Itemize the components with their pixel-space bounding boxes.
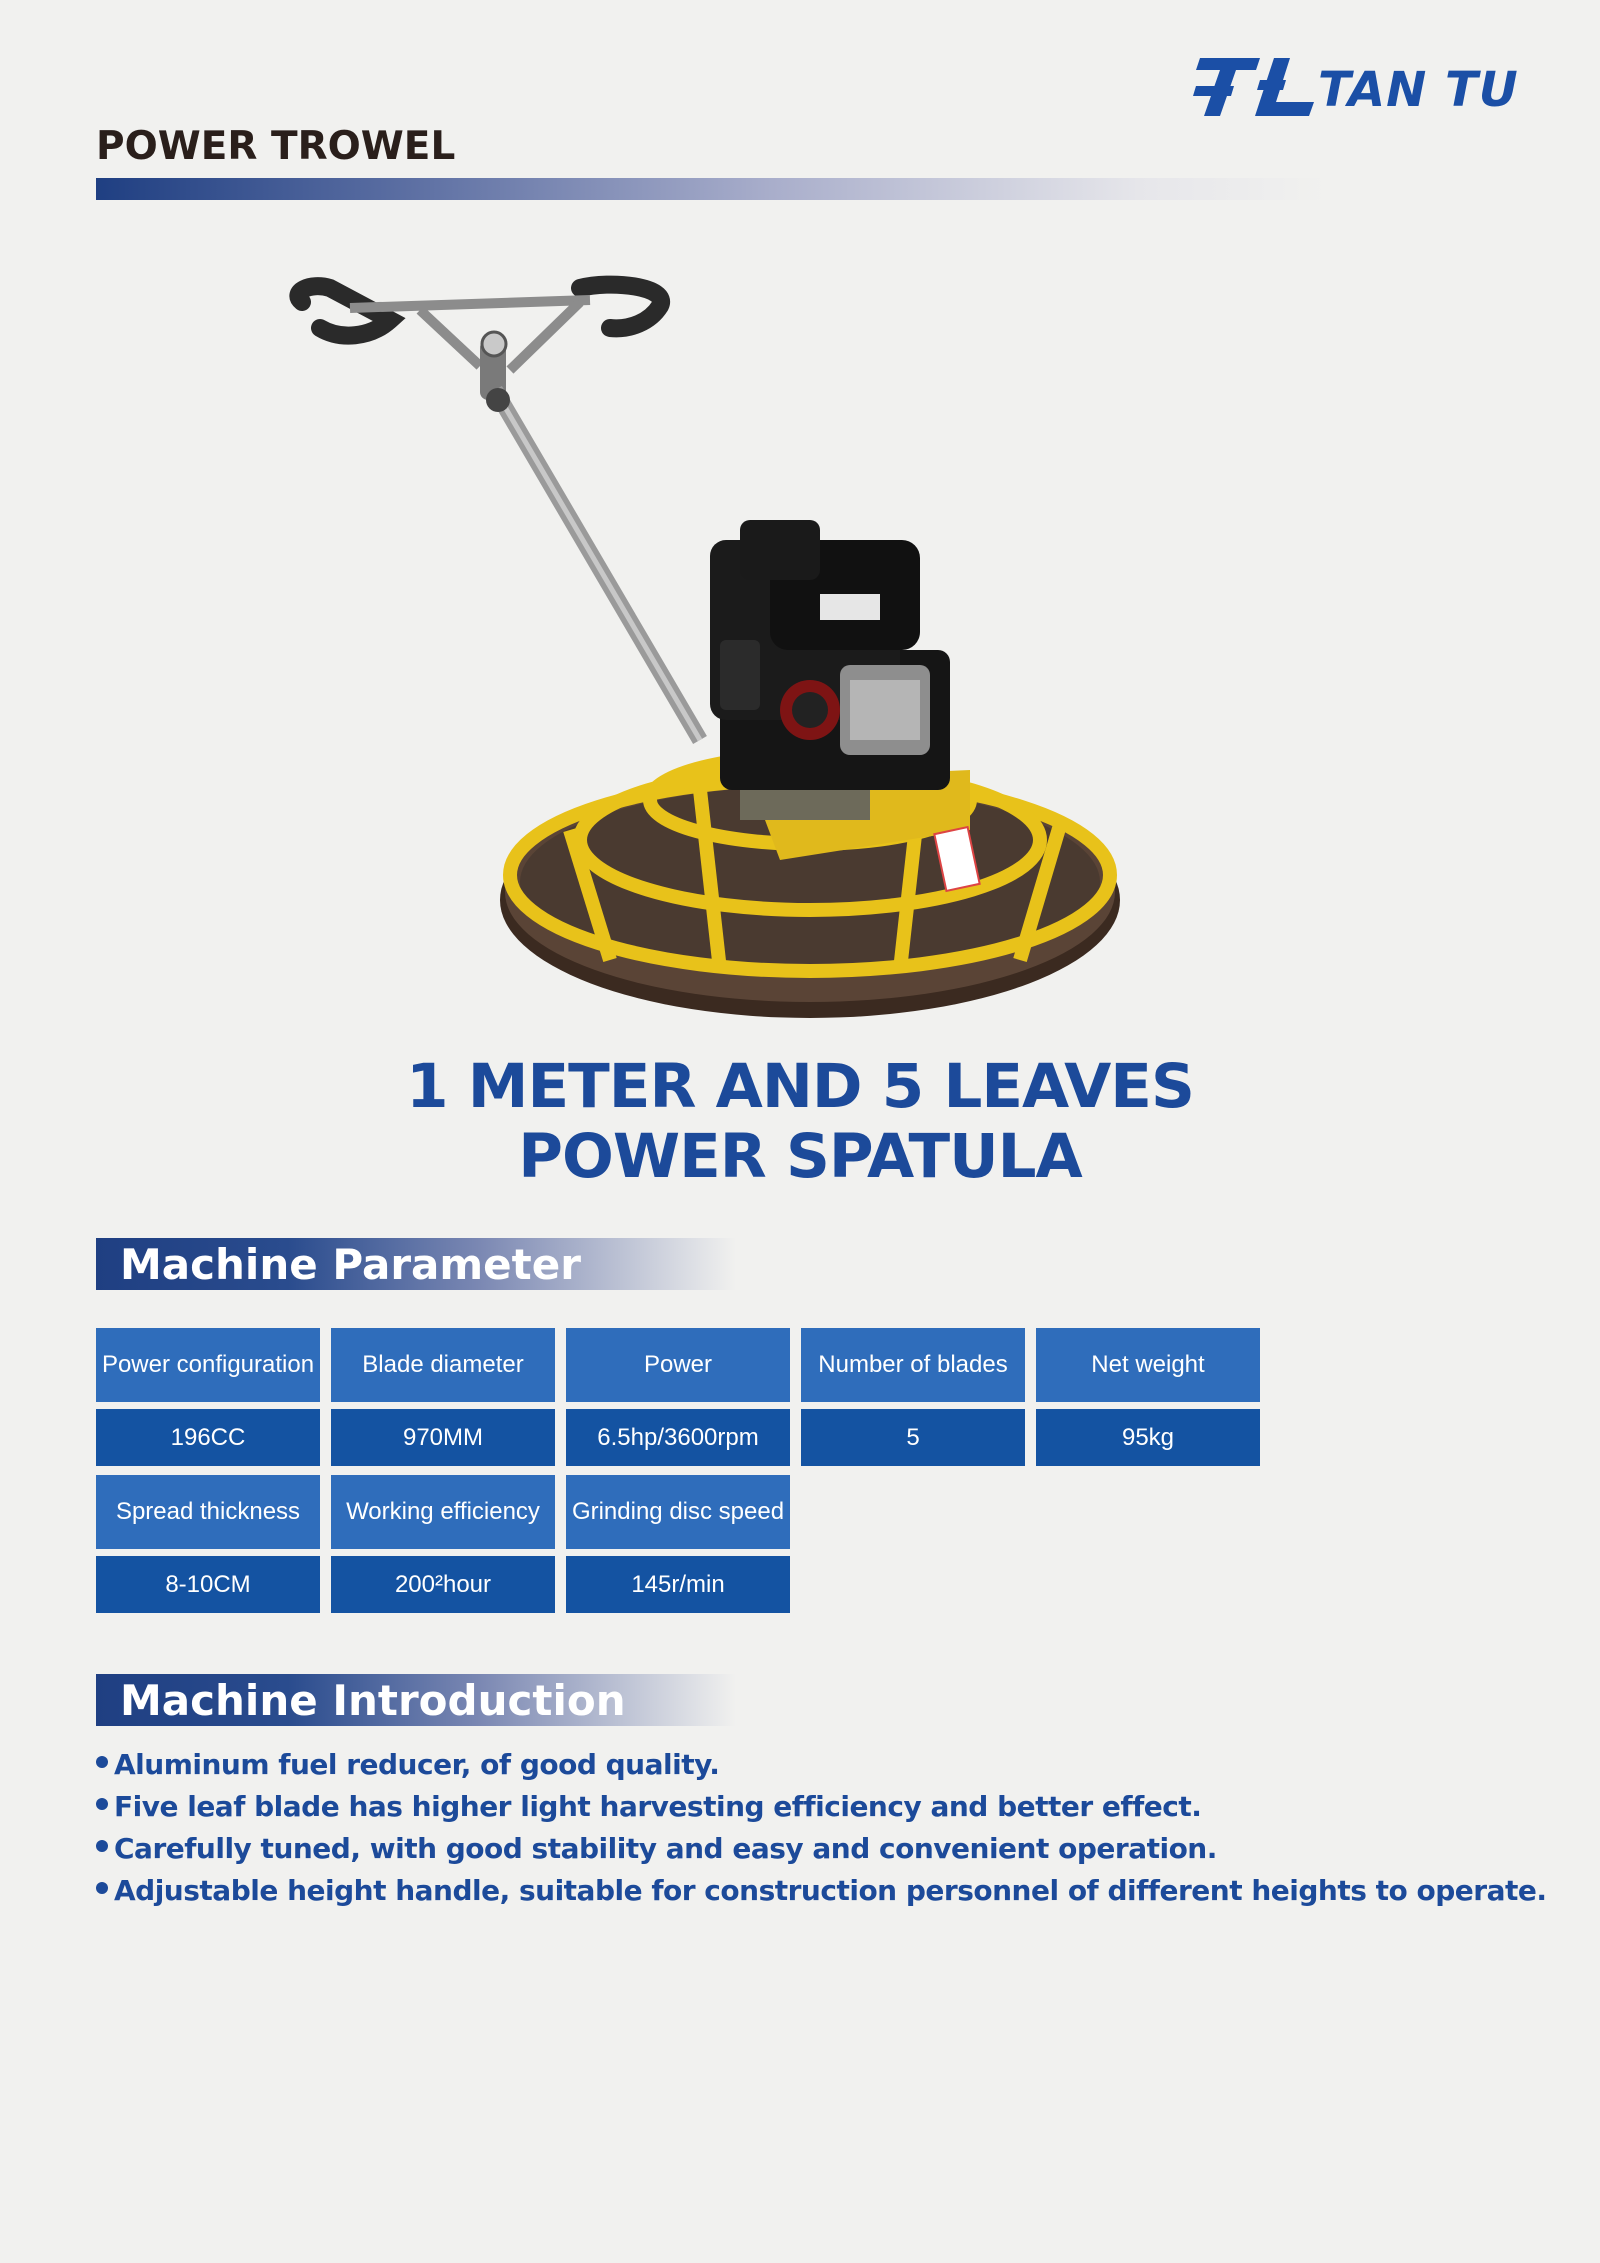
param-header-blade-diameter: Blade diameter — [331, 1328, 555, 1402]
header-divider — [96, 178, 1326, 200]
product-title-line1: 1 METER AND 5 LEAVES — [406, 1051, 1194, 1122]
machine-introduction-header — [96, 1674, 736, 1726]
brand-name: TAN TU — [1318, 62, 1519, 118]
tl-logo-mark-icon — [1193, 58, 1314, 116]
param-header-power-configuration: Power configuration — [96, 1328, 320, 1402]
list-item — [96, 1744, 1547, 1786]
param-value-working-efficiency: 200²hour — [331, 1556, 555, 1613]
list-item-text: Adjustable height handle, suitable for construction personnel of different heights to operate. — [114, 1874, 1547, 1907]
param-value-blade-diameter: 970MM — [331, 1409, 555, 1466]
param-value-power: 6.5hp/3600rpm — [566, 1409, 790, 1466]
list-item — [96, 1828, 1547, 1870]
param-header-spread-thickness: Spread thickness — [96, 1475, 320, 1549]
power-trowel-image — [280, 270, 1140, 1030]
machine-parameter-header — [96, 1238, 736, 1290]
page-title: POWER TROWEL — [96, 124, 456, 169]
product-title-line2: POWER SPATULA — [518, 1121, 1082, 1192]
list-item-text: Aluminum fuel reducer, of good quality. — [114, 1748, 720, 1781]
section-title: Machine Introduction — [120, 1676, 626, 1725]
list-item-text: Carefully tuned, with good stability and easy and convenient operation. — [114, 1832, 1217, 1865]
param-header-grinding-disc-speed: Grinding disc speed — [566, 1475, 790, 1549]
bullet-icon — [96, 1756, 108, 1768]
list-item — [96, 1870, 1547, 1912]
section-title: Machine Parameter — [120, 1240, 581, 1289]
param-value-power-configuration: 196CC — [96, 1409, 320, 1466]
param-value-spread-thickness: 8-10CM — [96, 1556, 320, 1613]
bullet-icon — [96, 1882, 108, 1894]
param-header-power: Power — [566, 1328, 790, 1402]
list-item — [96, 1786, 1547, 1828]
bullet-icon — [96, 1798, 108, 1810]
param-value-number-of-blades: 5 — [801, 1409, 1025, 1466]
param-header-number-of-blades: Number of blades — [801, 1328, 1025, 1402]
list-item-text: Five leaf blade has higher light harvesting efficiency and better effect. — [114, 1790, 1202, 1823]
param-value-net-weight: 95kg — [1036, 1409, 1260, 1466]
param-header-working-efficiency: Working efficiency — [331, 1475, 555, 1549]
introduction-list — [96, 1744, 1547, 1912]
param-value-grinding-disc-speed: 145r/min — [566, 1556, 790, 1613]
param-header-net-weight: Net weight — [1036, 1328, 1260, 1402]
product-title — [300, 1052, 1300, 1192]
bullet-icon — [96, 1840, 108, 1852]
